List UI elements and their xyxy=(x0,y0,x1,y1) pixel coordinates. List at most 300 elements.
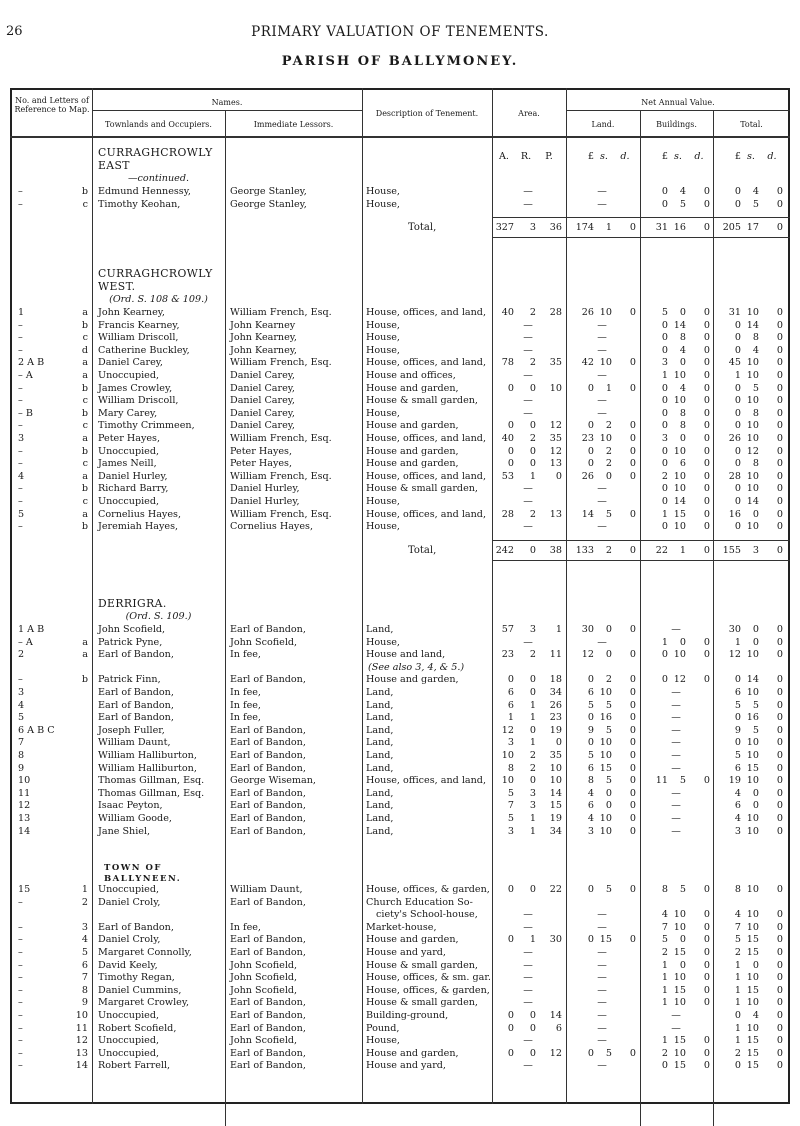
occupier-name: Richard Barry, xyxy=(98,483,169,495)
land-value-1: 5 xyxy=(605,775,612,787)
lessor-name: Cornelius Hayes, xyxy=(230,521,314,533)
lessor-name: William French, Esq. xyxy=(230,470,332,482)
total-total-0: 205 xyxy=(722,222,741,234)
area-dash: — xyxy=(523,521,533,533)
land-value-dash: — xyxy=(597,319,607,331)
buildings-value-1: 10 xyxy=(673,972,686,984)
buildings-value-0: 0 xyxy=(661,649,668,661)
buildings-value-0: 5 xyxy=(661,307,668,318)
lessor-name: Earl of Bandon, xyxy=(230,1022,306,1034)
ref-number: 6 A B C xyxy=(18,724,55,736)
land-value-1: 0 xyxy=(605,800,612,812)
buildings-value-2: 0 xyxy=(703,884,710,895)
ref-number: – xyxy=(18,947,23,958)
buildings-value-2: 0 xyxy=(703,307,710,318)
total-value-0: 4 xyxy=(734,813,741,824)
occupier-name: Earl of Bandon, xyxy=(98,699,174,711)
col-header-net-value: Net Annual Value. xyxy=(641,98,715,107)
unit-money: d. xyxy=(620,151,630,162)
land-value-2: 0 xyxy=(629,800,636,812)
total-label: Total, xyxy=(408,222,437,234)
tenement-description: House, offices, and land, xyxy=(366,508,487,520)
tenement-description: Land, xyxy=(366,813,394,824)
ref-number: – xyxy=(18,319,23,331)
area-1: 1 xyxy=(529,470,536,482)
occupier-name: William Driscoll, xyxy=(98,395,179,407)
occupier-name: John Scofield, xyxy=(98,624,166,635)
ref-letter: a xyxy=(82,649,88,661)
tenement-description: House and yard, xyxy=(366,1060,446,1072)
total-value-1: 5 xyxy=(752,382,759,394)
land-value-2: 0 xyxy=(629,699,636,711)
area-1: 0 xyxy=(529,724,536,736)
area-0: 0 xyxy=(507,1022,514,1034)
lessor-name: Peter Hayes, xyxy=(230,445,293,457)
total-value-2: 0 xyxy=(776,724,783,736)
lessor-name: John Kearney, xyxy=(230,344,297,356)
ref-letter: 3 xyxy=(81,921,88,933)
buildings-value-2: 0 xyxy=(703,357,710,369)
total-value-2: 0 xyxy=(776,445,783,457)
buildings-value-1: 0 xyxy=(679,307,686,318)
total-value-2: 0 xyxy=(776,750,783,761)
land-value-dash: — xyxy=(597,407,607,419)
buildings-value-0: 0 xyxy=(661,198,668,210)
tenement-description: ciety's School-house, xyxy=(376,909,478,921)
total-value-0: 26 xyxy=(728,433,741,444)
land-value-2: 0 xyxy=(629,787,636,799)
ref-letter: 8 xyxy=(81,984,88,996)
buildings-value-dash: — xyxy=(671,712,681,724)
lessor-name: In fee, xyxy=(230,687,261,698)
ref-number: 2 A B xyxy=(18,357,45,369)
unit-money: s. xyxy=(674,151,682,162)
column-rule xyxy=(713,110,714,1126)
lessor-name: Earl of Bandon, xyxy=(230,1010,306,1021)
area-2: 18 xyxy=(549,674,562,686)
area-dash: — xyxy=(523,636,533,648)
occupier-name: William Goode, xyxy=(98,813,172,824)
total-value-2: 0 xyxy=(776,984,783,996)
ref-letter: a xyxy=(82,433,88,444)
land-value-2: 0 xyxy=(629,357,636,369)
buildings-value-2: 0 xyxy=(703,470,710,482)
area-0: 3 xyxy=(507,825,514,837)
lessor-name: Earl of Bandon, xyxy=(230,934,306,946)
tenement-description: House and garden, xyxy=(366,934,459,946)
ref-letter: 9 xyxy=(81,997,88,1009)
total-value-1: 8 xyxy=(752,332,759,344)
buildings-value-0: 1 xyxy=(661,997,668,1009)
lessor-name: George Stanley, xyxy=(230,198,307,210)
land-value-2: 0 xyxy=(629,813,636,824)
lessor-name: Earl of Bandon, xyxy=(230,800,306,812)
page-title: PRIMARY VALUATION OF TENEMENTS. xyxy=(251,24,549,40)
buildings-value-0: 2 xyxy=(661,947,668,958)
total-value-2: 0 xyxy=(776,332,783,344)
area-0: 5 xyxy=(507,813,514,824)
land-value-0: 14 xyxy=(581,508,594,520)
total-value-1: 10 xyxy=(746,649,759,661)
land-value-dash: — xyxy=(597,395,607,407)
occupier-name: Daniel Croly, xyxy=(98,896,161,908)
buildings-value-2: 0 xyxy=(703,649,710,661)
ref-number: – xyxy=(18,458,23,470)
lessor-name: Earl of Bandon, xyxy=(230,724,306,736)
ref-number: – B xyxy=(18,407,33,419)
area-dash: — xyxy=(523,1035,533,1047)
land-value-1: 2 xyxy=(605,674,612,686)
tenement-description: Land, xyxy=(366,762,394,774)
land-value-0: 4 xyxy=(587,813,594,824)
land-value-1: 0 xyxy=(605,624,612,635)
lessor-name: Daniel Carey, xyxy=(230,395,295,407)
ref-letter: c xyxy=(82,198,88,210)
tenement-description: Land, xyxy=(366,712,394,724)
total-value-1: 10 xyxy=(746,1022,759,1034)
total-value-1: 10 xyxy=(746,884,759,895)
buildings-value-0: 1 xyxy=(661,508,668,520)
buildings-value-1: 10 xyxy=(673,470,686,482)
total-value-2: 0 xyxy=(776,699,783,711)
occupier-name: John Kearney, xyxy=(98,307,165,318)
land-value-2: 0 xyxy=(629,712,636,724)
land-value-0: 4 xyxy=(587,787,594,799)
area-dash: — xyxy=(523,186,533,197)
total-value-0: 0 xyxy=(734,458,741,470)
lessor-name: Earl of Bandon, xyxy=(230,896,306,908)
total-value-0: 8 xyxy=(734,884,741,895)
total-value-1: 10 xyxy=(746,737,759,749)
occupier-name: Mary Carey, xyxy=(98,407,158,419)
tenement-description: House & small garden, xyxy=(366,483,478,495)
buildings-value-dash: — xyxy=(671,813,681,824)
total-buildings-0: 31 xyxy=(655,222,668,234)
ref-number: 1 xyxy=(18,307,25,318)
ref-number: – xyxy=(18,186,23,197)
land-value-1: 2 xyxy=(605,420,612,432)
total-value-1: 0 xyxy=(752,959,759,971)
unit-money: s. xyxy=(600,151,608,162)
buildings-value-2: 0 xyxy=(703,344,710,356)
total-value-2: 0 xyxy=(776,813,783,824)
land-value-1: 16 xyxy=(599,712,612,724)
column-rule xyxy=(225,110,226,1126)
total-value-0: 30 xyxy=(728,624,741,635)
total-value-2: 0 xyxy=(776,624,783,635)
area-2: 13 xyxy=(549,458,562,470)
buildings-value-1: 15 xyxy=(673,947,686,958)
total-buildings-1: 1 xyxy=(679,544,686,556)
lessor-name: John Scofield, xyxy=(230,959,298,971)
area-2: 35 xyxy=(549,750,562,761)
area-2: 13 xyxy=(549,508,562,520)
land-value-dash: — xyxy=(597,909,607,921)
land-value-dash: — xyxy=(597,496,607,507)
area-dash: — xyxy=(523,344,533,356)
total-value-0: 0 xyxy=(734,186,741,197)
area-1: 2 xyxy=(529,762,536,774)
ref-number: – xyxy=(18,674,23,686)
buildings-value-1: 0 xyxy=(679,959,686,971)
buildings-value-0: 0 xyxy=(661,420,668,432)
land-value-1: 2 xyxy=(605,458,612,470)
area-1: 2 xyxy=(529,649,536,661)
lessor-name: Earl of Bandon, xyxy=(230,813,306,824)
total-value-2: 0 xyxy=(776,737,783,749)
ref-number: 12 xyxy=(18,800,31,812)
buildings-value-dash: — xyxy=(671,699,681,711)
ref-number: – xyxy=(18,521,23,533)
area-1: 2 xyxy=(529,307,536,318)
area-dash: — xyxy=(523,972,533,984)
occupier-name: James Neill, xyxy=(98,458,157,470)
tenement-description: Land, xyxy=(366,699,394,711)
total-value-0: 31 xyxy=(728,307,741,318)
buildings-value-0: 0 xyxy=(661,445,668,457)
area-1: 3 xyxy=(529,624,536,635)
buildings-value-0: 1 xyxy=(661,984,668,996)
ref-letter: 2 xyxy=(81,896,88,908)
area-1: 0 xyxy=(529,687,536,698)
area-0: 23 xyxy=(501,649,514,661)
total-value-1: 15 xyxy=(746,1035,759,1047)
lessor-name: Daniel Carey, xyxy=(230,420,295,432)
occupier-name: Thomas Gillman, Esq. xyxy=(98,775,205,787)
land-value-2: 0 xyxy=(629,508,636,520)
total-value-0: 0 xyxy=(734,737,741,749)
total-value-0: 0 xyxy=(734,344,741,356)
tenement-description: House, xyxy=(366,496,400,507)
buildings-value-1: 15 xyxy=(673,1035,686,1047)
occupier-name: Margaret Crowley, xyxy=(98,997,190,1009)
lessor-name: William French, Esq. xyxy=(230,307,332,318)
land-value-0: 0 xyxy=(587,458,594,470)
buildings-value-0: 4 xyxy=(661,909,668,921)
tenement-description: Land, xyxy=(366,624,394,635)
area-2: 0 xyxy=(555,470,562,482)
total-land-1: 2 xyxy=(605,544,612,556)
area-0: 6 xyxy=(507,699,514,711)
land-value-1: 15 xyxy=(599,934,612,946)
total-buildings-1: 16 xyxy=(673,222,686,234)
ref-letter: b xyxy=(81,521,88,533)
total-rule xyxy=(492,237,790,238)
buildings-value-1: 14 xyxy=(673,496,686,507)
total-value-1: 0 xyxy=(752,508,759,520)
buildings-value-0: 1 xyxy=(661,972,668,984)
total-value-1: 10 xyxy=(746,775,759,787)
area-dash: — xyxy=(523,395,533,407)
total-value-2: 0 xyxy=(776,1010,783,1021)
buildings-value-2: 0 xyxy=(703,407,710,419)
land-value-0: 26 xyxy=(581,307,594,318)
tenement-description: House, offices, and land, xyxy=(366,307,487,318)
total-label: Total, xyxy=(408,544,437,556)
total-value-0: 16 xyxy=(728,508,741,520)
occupier-name: Robert Farrell, xyxy=(98,1060,171,1072)
occupier-name: Isaac Peyton, xyxy=(98,800,163,812)
tenement-description: House & small garden, xyxy=(366,997,478,1009)
buildings-value-1: 10 xyxy=(673,997,686,1009)
occupier-name: Robert Scofield, xyxy=(98,1022,177,1034)
lessor-name: Earl of Bandon, xyxy=(230,750,306,761)
buildings-value-0: 0 xyxy=(661,382,668,394)
land-value-1: 5 xyxy=(605,884,612,895)
tenement-description: House & small garden, xyxy=(366,395,478,407)
ref-number: – xyxy=(18,483,23,495)
buildings-value-2: 0 xyxy=(703,198,710,210)
townland-heading: EAST xyxy=(98,159,130,172)
area-2: 10 xyxy=(549,775,562,787)
lessor-name: Earl of Bandon, xyxy=(230,947,306,958)
lessor-name: Daniel Hurley, xyxy=(230,483,300,495)
ref-number: 2 xyxy=(18,649,25,661)
total-land-2: 0 xyxy=(629,222,636,234)
unit-money: £ xyxy=(587,151,594,162)
total-value-0: 1 xyxy=(734,636,741,648)
lessor-name: Earl of Bandon, xyxy=(230,997,306,1009)
tenement-description: Market-house, xyxy=(366,921,437,933)
unit-money: d. xyxy=(767,151,777,162)
ref-letter: b xyxy=(81,483,88,495)
land-value-dash: — xyxy=(597,370,607,381)
total-value-2: 0 xyxy=(776,470,783,482)
buildings-value-2: 0 xyxy=(703,775,710,787)
buildings-value-0: 0 xyxy=(661,332,668,344)
total-value-2: 0 xyxy=(776,972,783,984)
buildings-value-0: 5 xyxy=(661,934,668,946)
total-area-0: 242 xyxy=(495,544,514,556)
land-value-1: 15 xyxy=(599,762,612,774)
land-value-2: 0 xyxy=(629,724,636,736)
tenement-description: House and garden, xyxy=(366,674,459,686)
total-value-2: 0 xyxy=(776,934,783,946)
land-value-dash: — xyxy=(597,344,607,356)
col-header-names: Names. xyxy=(211,98,243,107)
buildings-value-1: 12 xyxy=(673,674,686,686)
total-value-1: 5 xyxy=(752,699,759,711)
tenement-description: House, offices, & garden, xyxy=(366,884,490,895)
total-value-0: 0 xyxy=(734,483,741,495)
total-value-0: 1 xyxy=(734,1022,741,1034)
total-area-0: 327 xyxy=(495,222,514,234)
ref-number: 8 xyxy=(18,750,25,761)
land-value-dash: — xyxy=(597,984,607,996)
area-0: 0 xyxy=(507,458,514,470)
land-value-1: 10 xyxy=(599,813,612,824)
ref-letter: a xyxy=(82,370,88,381)
buildings-value-0: 1 xyxy=(661,959,668,971)
land-value-2: 0 xyxy=(629,750,636,761)
ref-number: – xyxy=(18,445,23,457)
land-value-0: 0 xyxy=(587,382,594,394)
total-area-1: 0 xyxy=(529,544,536,556)
buildings-value-dash: — xyxy=(671,825,681,837)
land-value-0: 3 xyxy=(587,825,594,837)
ref-letter: d xyxy=(81,344,88,356)
ref-letter: a xyxy=(82,508,88,520)
total-value-1: 10 xyxy=(746,921,759,933)
ref-letter: b xyxy=(81,186,88,197)
total-value-2: 0 xyxy=(776,997,783,1009)
buildings-value-2: 0 xyxy=(703,319,710,331)
occupier-name: Daniel Croly, xyxy=(98,934,161,946)
land-value-2: 0 xyxy=(629,445,636,457)
occupier-name: Margaret Connolly, xyxy=(98,947,192,958)
area-1: 0 xyxy=(529,1010,536,1021)
column-rule xyxy=(492,88,493,1104)
land-value-1: 10 xyxy=(599,750,612,761)
area-2: 0 xyxy=(555,737,562,749)
land-value-0: 0 xyxy=(587,445,594,457)
area-dash: — xyxy=(523,198,533,210)
total-value-2: 0 xyxy=(776,521,783,533)
buildings-value-2: 0 xyxy=(703,674,710,686)
area-2: 1 xyxy=(555,624,562,635)
total-value-0: 1 xyxy=(734,1035,741,1047)
ref-letter: 1 xyxy=(81,884,88,895)
area-0: 8 xyxy=(507,762,514,774)
unit-money: s. xyxy=(747,151,755,162)
total-land-0: 133 xyxy=(575,544,594,556)
area-dash: — xyxy=(523,370,533,381)
lessor-name: Earl of Bandon, xyxy=(230,624,306,635)
ref-number: – xyxy=(18,984,23,996)
land-value-2: 0 xyxy=(629,624,636,635)
total-area-2: 36 xyxy=(549,222,562,234)
area-1: 0 xyxy=(529,1047,536,1059)
total-value-1: 0 xyxy=(752,787,759,799)
buildings-value-2: 0 xyxy=(703,997,710,1009)
ref-number: – xyxy=(18,1022,23,1034)
area-2: 22 xyxy=(549,884,562,895)
occupier-name: William Halliburton, xyxy=(98,762,197,774)
tenement-description: Land, xyxy=(366,800,394,812)
total-area-1: 3 xyxy=(529,222,536,234)
total-rule xyxy=(492,560,790,561)
ref-number: 9 xyxy=(18,762,25,774)
land-value-dash: — xyxy=(597,921,607,933)
lessor-name: John Kearney xyxy=(230,319,296,331)
buildings-value-0: 0 xyxy=(661,674,668,686)
total-value-2: 0 xyxy=(776,674,783,686)
total-value-0: 12 xyxy=(728,649,741,661)
ref-number: – xyxy=(18,934,23,946)
land-value-dash: — xyxy=(597,1010,607,1021)
land-value-1: 5 xyxy=(605,1047,612,1059)
buildings-value-0: 0 xyxy=(661,483,668,495)
buildings-value-dash: — xyxy=(671,1010,681,1021)
lessor-name: William French, Esq. xyxy=(230,357,332,369)
lessor-name: Earl of Bandon, xyxy=(230,1060,306,1072)
lessor-name: Earl of Bandon, xyxy=(230,825,306,837)
land-value-1: 10 xyxy=(599,825,612,837)
buildings-value-2: 0 xyxy=(703,921,710,933)
area-dash: — xyxy=(523,319,533,331)
area-2: 26 xyxy=(549,699,562,711)
ref-number: – A xyxy=(18,636,33,648)
total-value-1: 14 xyxy=(746,496,759,507)
total-value-0: 0 xyxy=(734,382,741,394)
land-value-1: 5 xyxy=(605,724,612,736)
total-value-1: 15 xyxy=(746,947,759,958)
occupier-name: Cornelius Hayes, xyxy=(98,508,182,520)
land-value-1: 5 xyxy=(605,699,612,711)
ref-number: – xyxy=(18,921,23,933)
total-value-2: 0 xyxy=(776,687,783,698)
buildings-value-2: 0 xyxy=(703,420,710,432)
